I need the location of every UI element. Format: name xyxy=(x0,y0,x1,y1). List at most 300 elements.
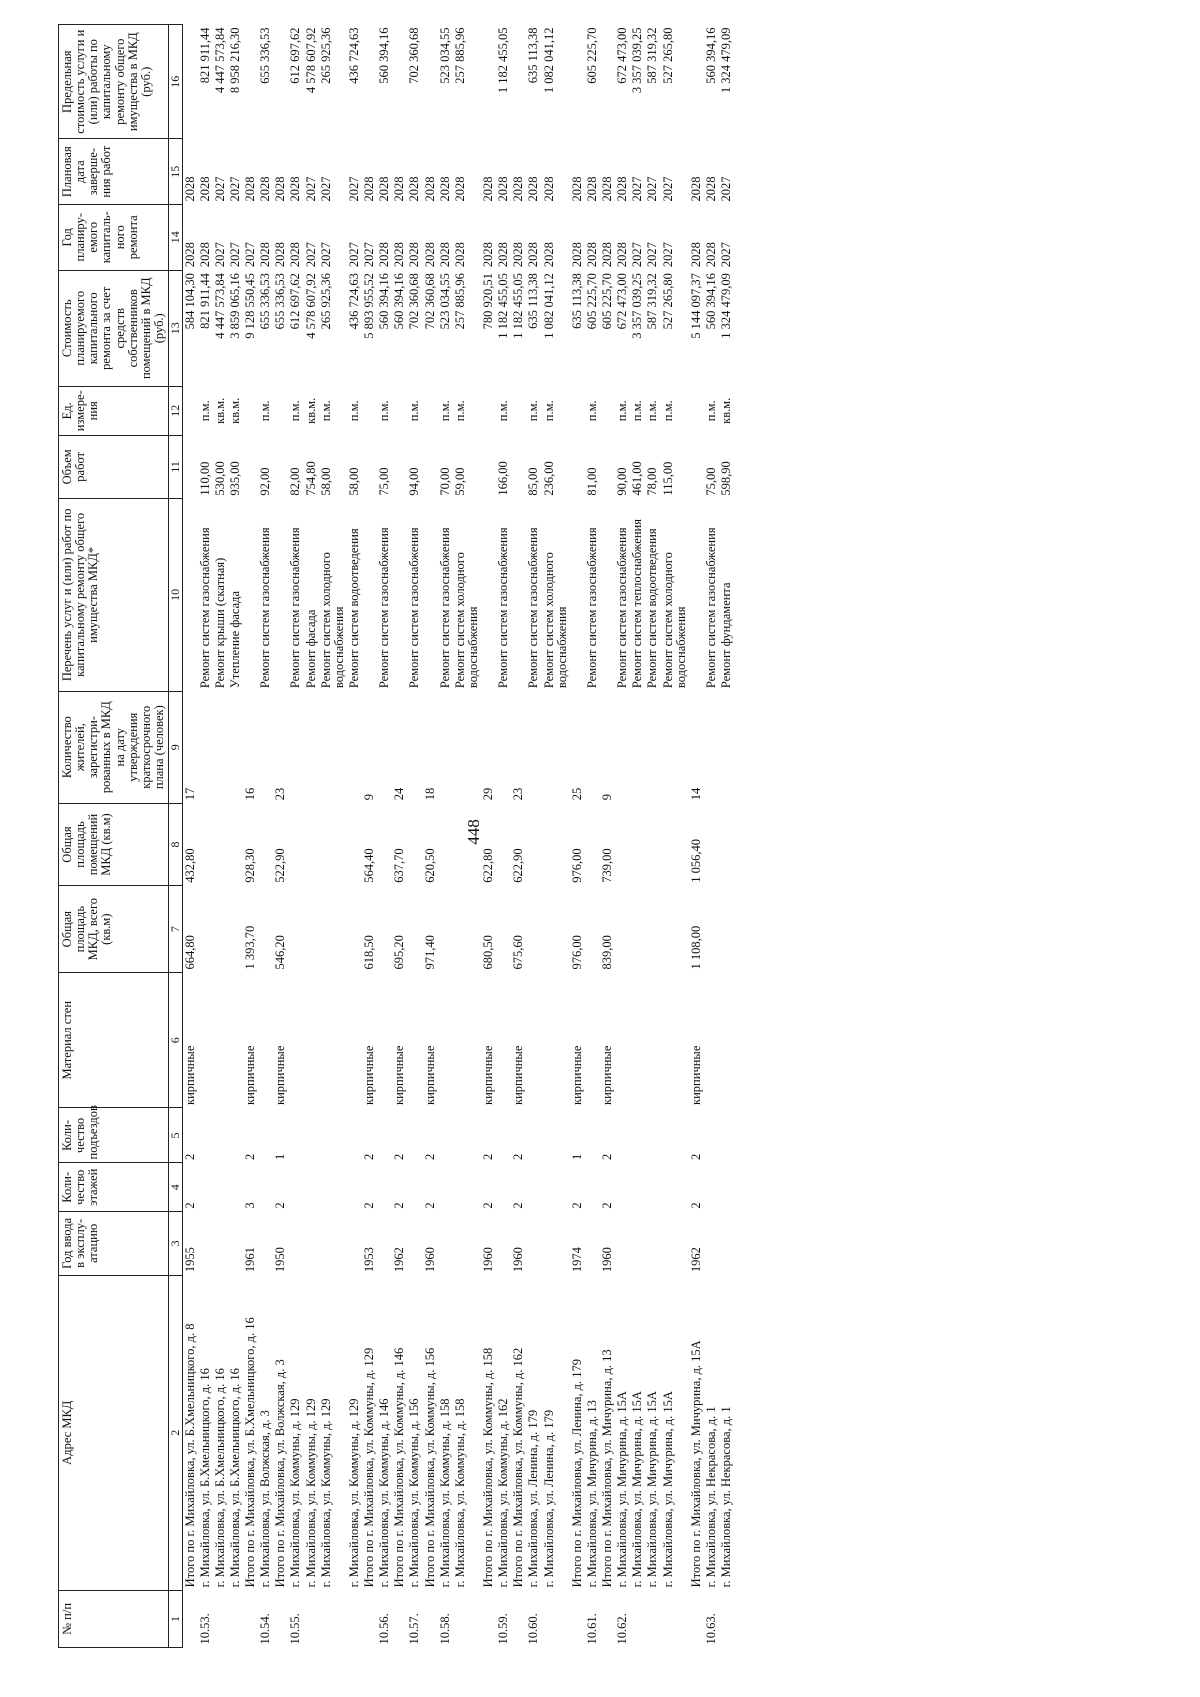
column-number-3: 3 xyxy=(169,1212,183,1275)
table-cell-col-12: п.м. xyxy=(541,400,556,422)
table-cell-col-4 xyxy=(453,1163,481,1212)
table-cell-col-6: кирпичные xyxy=(182,1045,197,1105)
table-cell-col-1 xyxy=(213,1590,228,1647)
table-cell-col-7 xyxy=(228,886,243,973)
table-cell-col-7 xyxy=(645,886,660,973)
table-cell-col-8 xyxy=(213,803,228,886)
table-cell-col-2: г. Михайловка, ул. Б.Хмельницкого, д. 16 xyxy=(197,1368,212,1588)
table-cell-col-15: 2027 xyxy=(660,176,675,202)
table-row xyxy=(347,25,362,1648)
table-cell-col-11: 166,00 xyxy=(496,461,511,496)
table-cell-col-4: 2 xyxy=(569,1202,584,1209)
table-cell-col-5 xyxy=(319,1108,347,1163)
table-cell-col-13: 257 885,96 xyxy=(452,273,467,330)
table-cell-col-16: 655 336,53 xyxy=(258,27,273,84)
table-cell-col-2: г. Михайловка, ул. Мичурина, д. 15А xyxy=(660,1391,675,1588)
table-cell-col-16 xyxy=(481,25,496,139)
table-cell-col-10: Ремонт систем водоотведения xyxy=(346,528,361,689)
table-cell-col-11 xyxy=(511,435,526,498)
table-cell-col-15: 2028 xyxy=(600,176,615,202)
table-cell-col-15: 2028 xyxy=(197,176,212,202)
table-row xyxy=(526,25,541,1648)
table-cell-col-3: 1961 xyxy=(243,1247,258,1273)
table-cell-col-10: Ремонт систем газоснабжения xyxy=(288,527,303,689)
table-cell-col-12 xyxy=(273,386,288,435)
table-cell-col-13: 4 447 573,84 xyxy=(212,273,227,339)
table-cell-col-13: 9 128 550,45 xyxy=(243,273,258,339)
table-cell-col-1: 10.59. xyxy=(496,1613,511,1645)
table-cell-col-12: кв.м. xyxy=(212,397,227,424)
table-cell-col-9 xyxy=(288,691,303,803)
table-cell-col-15: 2028 xyxy=(288,176,303,202)
table-cell-col-15: 2028 xyxy=(541,176,556,202)
table-cell-col-5 xyxy=(347,1108,362,1163)
table-cell-col-16 xyxy=(600,25,615,139)
table-cell-col-8: 928,30 xyxy=(243,848,258,883)
table-cell-col-3: 1962 xyxy=(688,1247,703,1273)
table-cell-col-8: 976,00 xyxy=(569,848,584,883)
table-cell-col-12: п.м. xyxy=(496,400,511,422)
table-cell-col-13: 265 925,36 xyxy=(318,273,333,330)
table-cell-col-15: 2028 xyxy=(407,176,422,202)
table-cell-col-15: 2028 xyxy=(182,176,197,202)
table-cell-col-14: 2028 xyxy=(273,242,288,268)
table-row xyxy=(600,25,615,1648)
table-cell-col-4 xyxy=(304,1163,319,1212)
table-cell-col-1 xyxy=(228,1590,243,1647)
table-cell-col-6: кирпичные xyxy=(392,1045,407,1105)
table-cell-col-2: г. Михайловка, ул. Мичурина, д. 15А xyxy=(630,1391,645,1588)
table-cell-col-13: 5 893 955,52 xyxy=(362,273,377,339)
table-cell-col-1 xyxy=(347,1590,362,1647)
table-row xyxy=(630,25,645,1648)
table-cell-col-2: Итого по г. Михайловка, ул. Коммуны, д. 158 xyxy=(481,1347,496,1588)
table-cell-col-1 xyxy=(481,1590,496,1647)
table-cell-col-2: г. Михайловка, ул. Коммуны, д. 146 xyxy=(377,1398,392,1588)
table-cell-col-6 xyxy=(526,973,541,1108)
table-cell-col-15: 2027 xyxy=(303,176,318,202)
table-cell-col-10: Ремонт крыши (скатная) xyxy=(212,557,227,689)
table-cell-col-14: 2028 xyxy=(703,242,718,268)
table-cell-col-13: 3 357 039,25 xyxy=(630,273,645,339)
table-cell-col-10 xyxy=(689,499,704,692)
table-cell-col-16 xyxy=(273,25,288,139)
table-cell-col-13: 560 394,16 xyxy=(392,273,407,330)
table-cell-col-13: 605 225,70 xyxy=(584,273,599,330)
table-cell-col-16: 1 082 041,12 xyxy=(541,27,556,94)
table-cell-col-14: 2027 xyxy=(227,242,242,268)
table-cell-col-6: кирпичные xyxy=(688,1045,703,1105)
rotated-table-container xyxy=(58,24,1172,1648)
table-cell-col-2: г. Михайловка, ул. Мичурина, д. 15А xyxy=(645,1391,660,1588)
table-cell-col-14: 2027 xyxy=(660,242,675,268)
column-number-11: 11 xyxy=(169,435,183,498)
table-cell-col-6: кирпичные xyxy=(243,1045,258,1105)
table-cell-col-13: 672 473,00 xyxy=(615,273,630,330)
column-header-14: Год планиру-емого капиталь-ного ремонта xyxy=(59,204,169,270)
table-cell-col-2: г. Михайловка, ул. Ленина, д. 179 xyxy=(541,1409,556,1588)
table-cell-col-9 xyxy=(704,691,719,803)
column-header-16: Предельная стоимость услуги и (или) работы по капитальному ремонту общего имущества в МКД (руб.) xyxy=(59,25,169,139)
table-cell-col-5 xyxy=(198,1108,213,1163)
table-cell-col-5 xyxy=(407,1108,422,1163)
table-cell-col-12: п.м. xyxy=(452,400,467,422)
table-cell-col-8 xyxy=(526,803,541,886)
table-cell-col-7: 618,50 xyxy=(362,935,377,970)
table-cell-col-12 xyxy=(182,386,198,435)
table-cell-col-9: 23 xyxy=(273,787,288,801)
table-cell-col-1 xyxy=(182,1590,198,1647)
table-cell-col-4: 2 xyxy=(392,1202,407,1209)
table-cell-col-4 xyxy=(347,1163,362,1212)
table-cell-col-10 xyxy=(570,499,585,692)
table-cell-col-5: 2 xyxy=(511,1153,526,1160)
table-row xyxy=(542,25,570,1648)
column-number-10: 10 xyxy=(169,499,183,692)
table-cell-col-14: 2028 xyxy=(584,242,599,268)
table-cell-col-1: 10.61. xyxy=(584,1613,599,1645)
table-row xyxy=(585,25,600,1648)
column-header-9: Количество жителей, зарегистри-рованных в МКД на дату утверждения краткосрочного плана (человек) xyxy=(59,691,169,803)
column-header-12: Ед. измере-ния xyxy=(59,386,169,435)
table-cell-col-6 xyxy=(288,973,303,1108)
table-cell-col-1: 10.55. xyxy=(288,1613,303,1645)
table-cell-col-5 xyxy=(213,1108,228,1163)
table-cell-col-1 xyxy=(630,1590,645,1647)
table-cell-col-15: 2028 xyxy=(392,176,407,202)
table-cell-col-7 xyxy=(615,886,630,973)
table-row xyxy=(392,25,407,1648)
table-cell-col-6 xyxy=(542,973,570,1108)
table-cell-col-11: 75,00 xyxy=(377,467,392,496)
table-cell-col-4: 2 xyxy=(422,1202,437,1209)
table-cell-col-14: 2028 xyxy=(526,242,541,268)
table-cell-col-4 xyxy=(228,1163,243,1212)
table-cell-col-16 xyxy=(511,25,526,139)
table-cell-col-10: Ремонт систем холодного водоснабжения xyxy=(660,552,688,689)
table-cell-col-15: 2027 xyxy=(719,176,734,202)
table-cell-col-12: п.м. xyxy=(318,400,333,422)
column-header-10: Перечень услуг и (или) работ по капитальному ремонту общего имущества МКД* xyxy=(59,499,169,692)
table-cell-col-13: 1 182 455,05 xyxy=(511,273,526,339)
table-cell-col-7 xyxy=(198,886,213,973)
table-cell-col-11: 935,00 xyxy=(227,461,242,496)
table-cell-col-5: 2 xyxy=(243,1153,258,1160)
table-cell-col-5: 2 xyxy=(422,1153,437,1160)
table-cell-col-10: Ремонт систем холодного водоснабжения xyxy=(541,552,569,689)
table-cell-col-11: 81,00 xyxy=(584,467,599,496)
table-cell-col-2: г. Михайловка, ул. Коммуны, д. 129 xyxy=(303,1398,318,1588)
table-cell-col-2: г. Михайловка, ул. Ленина, д. 179 xyxy=(526,1409,541,1588)
table-cell-col-15: 2028 xyxy=(362,176,377,202)
table-row xyxy=(661,25,689,1648)
table-cell-col-4: 2 xyxy=(182,1202,197,1209)
table-cell-col-6 xyxy=(407,973,422,1108)
table-cell-col-9 xyxy=(319,691,347,803)
column-number-4: 4 xyxy=(169,1163,183,1212)
table-cell-col-16: 612 697,62 xyxy=(288,27,303,84)
table-cell-col-7 xyxy=(542,886,570,973)
column-header-7: Общая площадь МКД, всего (кв.м) xyxy=(59,886,169,973)
table-cell-col-2: г. Михайловка, ул. Мичурина, д. 15А xyxy=(615,1391,630,1588)
table-cell-col-8: 522,90 xyxy=(273,848,288,883)
table-cell-col-8 xyxy=(319,803,347,886)
table-cell-col-6 xyxy=(630,973,645,1108)
table-cell-col-15: 2027 xyxy=(318,176,333,202)
table-cell-col-8 xyxy=(704,803,719,886)
table-cell-col-14: 2028 xyxy=(496,242,511,268)
table-cell-col-5 xyxy=(630,1108,645,1163)
column-number-8: 8 xyxy=(169,803,183,886)
table-cell-col-7: 546,20 xyxy=(273,935,288,970)
table-cell-col-8 xyxy=(377,803,392,886)
table-cell-col-6 xyxy=(198,973,213,1108)
table-cell-col-4 xyxy=(661,1163,689,1212)
table-cell-col-2: Итого по г. Михайловка, ул. Б.Хмельницкого, д. 16 xyxy=(243,1317,258,1588)
table-cell-col-7: 1 108,00 xyxy=(688,925,703,970)
table-cell-col-4 xyxy=(630,1163,645,1212)
table-cell-col-10: Ремонт систем водоотведения xyxy=(645,528,660,689)
table-cell-col-5: 1 xyxy=(273,1153,288,1160)
table-cell-col-7 xyxy=(377,886,392,973)
table-cell-col-12: п.м. xyxy=(407,400,422,422)
table-cell-col-6 xyxy=(377,973,392,1108)
table-row xyxy=(511,25,526,1648)
table-cell-col-10: Ремонт фундамента xyxy=(719,582,734,689)
table-row xyxy=(496,25,511,1648)
table-cell-col-3: 1960 xyxy=(422,1247,437,1273)
table-cell-col-12 xyxy=(362,386,377,435)
table-cell-col-5: 2 xyxy=(182,1153,197,1160)
table-cell-col-15: 2028 xyxy=(422,176,437,202)
table-cell-col-1 xyxy=(719,1590,734,1647)
table-cell-col-6: кирпичные xyxy=(481,1045,496,1105)
table-cell-col-2: г. Михайловка, ул. Коммуны, д. 129 xyxy=(288,1398,303,1588)
column-number-5: 5 xyxy=(169,1108,183,1163)
table-cell-col-10 xyxy=(423,499,438,692)
table-cell-col-12: п.м. xyxy=(377,400,392,422)
table-cell-col-13: 655 336,53 xyxy=(258,273,273,330)
table-cell-col-14: 2027 xyxy=(318,242,333,268)
table-cell-col-9 xyxy=(407,691,422,803)
table-cell-col-11 xyxy=(362,435,377,498)
table-cell-col-6 xyxy=(319,973,347,1108)
table-cell-col-12: п.м. xyxy=(197,400,212,422)
table-cell-col-6 xyxy=(438,973,453,1108)
table-cell-col-8 xyxy=(258,803,273,886)
table-cell-col-1 xyxy=(243,1590,258,1647)
table-cell-col-16: 8 958 216,30 xyxy=(227,27,242,94)
column-number-13: 13 xyxy=(169,270,183,386)
table-cell-col-7 xyxy=(347,886,362,973)
table-cell-col-8: 622,90 xyxy=(511,848,526,883)
table-cell-col-2: Итого по г. Михайловка, ул. Коммуны, д. 129 xyxy=(362,1347,377,1588)
table-cell-col-2: г. Михайловка, ул. Б.Хмельницкого, д. 16 xyxy=(227,1368,242,1588)
table-cell-col-6 xyxy=(258,973,273,1108)
table-cell-col-2: г. Михайловка, ул. Коммуны, д. 129 xyxy=(346,1398,361,1588)
table-cell-col-4 xyxy=(198,1163,213,1212)
table-cell-col-13: 527 265,80 xyxy=(660,273,675,330)
table-cell-col-9 xyxy=(526,691,541,803)
table-cell-col-10: Ремонт систем газоснабжения xyxy=(526,527,541,689)
table-cell-col-8 xyxy=(347,803,362,886)
table-cell-col-8 xyxy=(615,803,630,886)
table-cell-col-15: 2027 xyxy=(227,176,242,202)
table-cell-col-14: 2027 xyxy=(719,242,734,268)
table-cell-col-13: 5 144 097,37 xyxy=(688,273,703,339)
table-cell-col-11 xyxy=(273,435,288,498)
table-cell-col-4 xyxy=(645,1163,660,1212)
table-cell-col-8 xyxy=(198,803,213,886)
table-cell-col-13: 560 394,16 xyxy=(703,273,718,330)
table-cell-col-7: 1 393,70 xyxy=(243,925,258,970)
table-cell-col-16: 560 394,16 xyxy=(703,27,718,84)
table-cell-col-9 xyxy=(347,691,362,803)
table-cell-col-14: 2028 xyxy=(422,242,437,268)
table-cell-col-4: 3 xyxy=(243,1202,258,1209)
table-cell-col-4 xyxy=(585,1163,600,1212)
table-cell-col-11: 58,00 xyxy=(346,467,361,496)
table-cell-col-11: 92,00 xyxy=(258,467,273,496)
table-cell-col-10: Ремонт систем газоснабжения xyxy=(615,527,630,689)
table-cell-col-16 xyxy=(182,25,198,139)
table-cell-col-16: 635 113,38 xyxy=(526,27,541,84)
table-cell-col-1: 10.56. xyxy=(377,1613,392,1645)
table-row xyxy=(213,25,228,1648)
table-cell-col-3: 1953 xyxy=(362,1247,377,1273)
table-cell-col-1 xyxy=(304,1590,319,1647)
table-cell-col-1 xyxy=(570,1590,585,1647)
table-cell-col-16: 560 394,16 xyxy=(377,27,392,84)
table-cell-col-3: 1960 xyxy=(600,1247,615,1273)
table-cell-col-9 xyxy=(438,691,453,803)
table-cell-col-12 xyxy=(243,386,258,435)
table-cell-col-3 xyxy=(319,1212,347,1275)
table-cell-col-5 xyxy=(228,1108,243,1163)
header-row xyxy=(59,25,169,1648)
table-cell-col-10: Ремонт систем газоснабжения xyxy=(437,527,452,689)
table-cell-col-9 xyxy=(542,691,570,803)
table-cell-col-10 xyxy=(243,499,258,692)
table-cell-col-3 xyxy=(704,1212,719,1275)
table-cell-col-15: 2027 xyxy=(630,176,645,202)
table-cell-col-13: 523 034,55 xyxy=(437,273,452,330)
table-cell-col-12 xyxy=(511,386,526,435)
table-cell-col-1 xyxy=(645,1590,660,1647)
table-cell-col-7 xyxy=(496,886,511,973)
table-cell-col-4: 2 xyxy=(362,1202,377,1209)
table-cell-col-14: 2028 xyxy=(600,242,615,268)
table-cell-col-13: 1 182 455,05 xyxy=(496,273,511,339)
table-cell-col-6: кирпичные xyxy=(511,1045,526,1105)
table-cell-col-12: п.м. xyxy=(615,400,630,422)
table-cell-col-6 xyxy=(615,973,630,1108)
table-cell-col-4: 2 xyxy=(481,1202,496,1209)
table-cell-col-8 xyxy=(453,803,481,886)
table-cell-col-11: 461,00 xyxy=(630,461,645,496)
table-cell-col-16: 257 885,96 xyxy=(452,27,467,84)
table-cell-col-8: 622,80 xyxy=(481,848,496,883)
table-cell-col-7 xyxy=(304,886,319,973)
table-cell-col-14: 2027 xyxy=(346,242,361,268)
table-cell-col-3 xyxy=(377,1212,392,1275)
table-cell-col-2: Итого по г. Михайловка, ул. Ленина, д. 179 xyxy=(569,1359,584,1588)
table-cell-col-13: 584 104,30 xyxy=(182,273,197,330)
table-cell-col-1: 10.54. xyxy=(258,1613,273,1645)
table-cell-col-6 xyxy=(304,973,319,1108)
table-cell-col-15: 2028 xyxy=(258,176,273,202)
table-cell-col-13: 587 319,32 xyxy=(645,273,660,330)
table-cell-col-5: 2 xyxy=(392,1153,407,1160)
table-cell-col-3 xyxy=(719,1212,734,1275)
table-cell-col-13: 436 724,63 xyxy=(346,273,361,330)
table-cell-col-5 xyxy=(704,1108,719,1163)
table-cell-col-1 xyxy=(392,1590,407,1647)
table-cell-col-1 xyxy=(273,1590,288,1647)
table-cell-col-5 xyxy=(496,1108,511,1163)
table-row xyxy=(288,25,303,1648)
table-cell-col-1 xyxy=(453,1590,481,1647)
table-cell-col-6: кирпичные xyxy=(273,1045,288,1105)
table-cell-col-7 xyxy=(585,886,600,973)
table-cell-col-2: г. Михайловка, ул. Некрасова, д. 1 xyxy=(703,1406,718,1588)
table-row xyxy=(228,25,243,1648)
column-number-12: 12 xyxy=(169,386,183,435)
table-cell-col-8 xyxy=(661,803,689,886)
table-cell-col-11 xyxy=(392,435,407,498)
table-cell-col-2: Итого по г. Михайловка, ул. Мичурина, д. 13 xyxy=(600,1349,615,1588)
table-cell-col-4 xyxy=(319,1163,347,1212)
table-cell-col-10 xyxy=(273,499,288,692)
table-cell-col-4: 2 xyxy=(273,1202,288,1209)
table-cell-col-12 xyxy=(481,386,496,435)
table-cell-col-12 xyxy=(570,386,585,435)
table-cell-col-3: 1974 xyxy=(569,1247,584,1273)
table-cell-col-12 xyxy=(392,386,407,435)
table-cell-col-8 xyxy=(407,803,422,886)
table-cell-col-2: г. Михайловка, ул. Коммуны, д. 156 xyxy=(407,1398,422,1588)
table-cell-col-9 xyxy=(228,691,243,803)
table-cell-col-6: кирпичные xyxy=(422,1045,437,1105)
table-row xyxy=(198,25,213,1648)
table-body xyxy=(182,25,734,1648)
table-cell-col-8: 1 056,40 xyxy=(688,839,703,883)
table-cell-col-13: 702 360,68 xyxy=(422,273,437,330)
column-header-5: Коли-чество подъездов xyxy=(59,1108,169,1163)
table-row xyxy=(689,25,704,1648)
table-cell-col-6 xyxy=(661,973,689,1108)
table-cell-col-12 xyxy=(423,386,438,435)
table-cell-col-1: 10.63. xyxy=(703,1613,718,1645)
table-cell-col-2: г. Михайловка, ул. Коммуны, д. 158 xyxy=(437,1398,452,1588)
table-cell-col-4 xyxy=(213,1163,228,1212)
table-cell-col-4: 2 xyxy=(600,1202,615,1209)
table-cell-col-3: 1962 xyxy=(392,1247,407,1273)
table-cell-col-1 xyxy=(542,1590,570,1647)
table-cell-col-9: 18 xyxy=(422,787,437,801)
table-cell-col-14: 2028 xyxy=(481,242,496,268)
table-cell-col-14: 2027 xyxy=(243,242,258,268)
table-cell-col-2: Итого по г. Михайловка, ул. Коммуны, д. 146 xyxy=(392,1347,407,1588)
table-cell-col-3: 1960 xyxy=(511,1247,526,1273)
table-cell-col-14: 2028 xyxy=(437,242,452,268)
table-cell-col-16: 4 447 573,84 xyxy=(212,27,227,94)
table-cell-col-3 xyxy=(526,1212,541,1275)
table-cell-col-9 xyxy=(661,691,689,803)
table-cell-col-11 xyxy=(570,435,585,498)
table-cell-col-6 xyxy=(719,973,734,1108)
table-cell-col-8: 432,80 xyxy=(182,848,197,883)
